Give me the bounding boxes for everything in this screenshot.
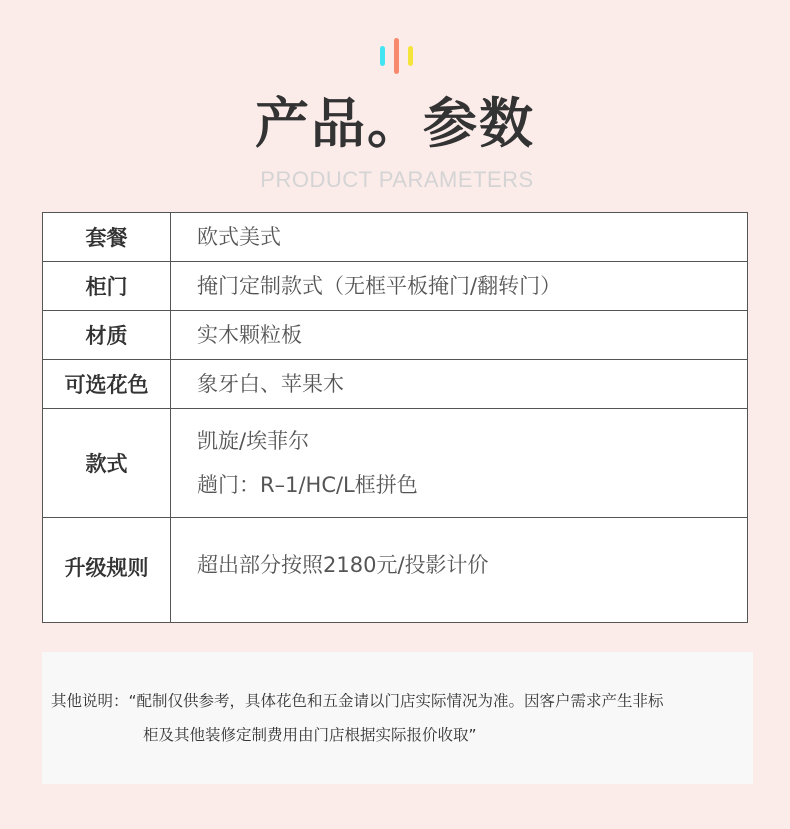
row-value bbox=[171, 518, 748, 623]
table-row bbox=[43, 262, 748, 311]
table-row bbox=[43, 360, 748, 409]
equalizer-bars-icon bbox=[378, 38, 414, 74]
page-subtitle: PRODUCT PARAMETERS bbox=[260, 167, 534, 192]
row-value bbox=[171, 360, 748, 409]
value-line: 趟门：R–1/HC/L框拼色 bbox=[197, 473, 418, 497]
value-line: 超出部分按照2180元/投影计价 bbox=[197, 553, 489, 577]
row-value bbox=[171, 409, 748, 518]
row-label: 款式 bbox=[43, 409, 171, 518]
table-row bbox=[43, 518, 748, 623]
row-label: 材质 bbox=[43, 311, 171, 360]
note-line-2: 柜及其他装修定制费用由门店根据实际报价收取” bbox=[143, 726, 477, 744]
bar-middle bbox=[394, 38, 399, 74]
row-label: 柜门 bbox=[43, 262, 171, 311]
row-label: 升级规则 bbox=[43, 518, 171, 623]
row-label: 套餐 bbox=[43, 213, 171, 262]
table-row bbox=[43, 409, 748, 518]
row-value bbox=[171, 311, 748, 360]
bar-left bbox=[380, 46, 385, 66]
value-line: 实木颗粒板 bbox=[197, 323, 302, 347]
value-line: 掩门定制款式（无框平板掩门/翻转门） bbox=[197, 274, 562, 298]
note-box bbox=[42, 652, 753, 784]
row-label: 可选花色 bbox=[43, 360, 171, 409]
page-title: 产品。参数 bbox=[255, 92, 535, 155]
row-value bbox=[171, 262, 748, 311]
note-line-1: 其他说明：“配制仅供参考，具体花色和五金请以门店实际情况为准。因客户需求产生非标 bbox=[51, 692, 664, 710]
bar-right bbox=[408, 46, 413, 66]
row-value bbox=[171, 213, 748, 262]
value-line: 欧式美式 bbox=[197, 225, 281, 249]
table-row bbox=[43, 213, 748, 262]
value-line: 象牙白、苹果木 bbox=[197, 372, 344, 396]
table-row bbox=[43, 311, 748, 360]
value-line: 凯旋/埃菲尔 bbox=[197, 429, 310, 453]
parameters-table bbox=[42, 212, 748, 623]
